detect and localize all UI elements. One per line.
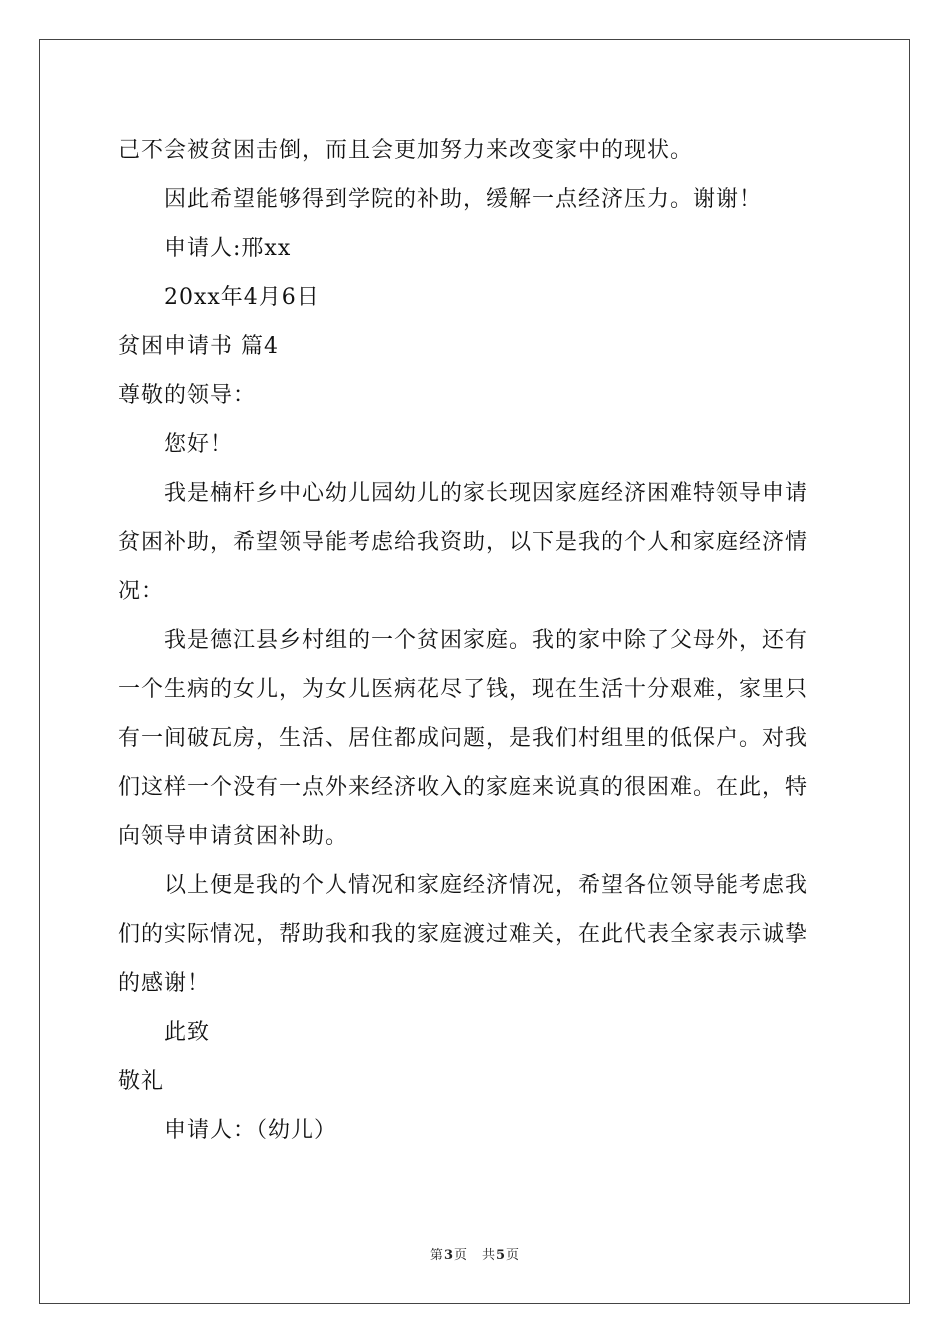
closing-line: 此致	[164, 1020, 211, 1045]
applicant-signature: 申请人：（幼儿）	[164, 1118, 338, 1143]
applicant-signature: 申请人:邢xx	[164, 236, 292, 261]
salutation: 尊敬的领导：	[118, 383, 257, 408]
date-line: 20xx年4月6日	[164, 285, 320, 310]
document-body	[118, 126, 838, 1155]
paragraph-line: 的感谢！	[118, 971, 211, 996]
paragraph-line: 向领导申请贫困补助。	[118, 824, 349, 849]
page-current: 3	[443, 1248, 454, 1263]
paragraph-line: 们的实际情况，帮助我和我的家庭渡过难关，在此代表全家表示诚挚	[118, 922, 809, 947]
paragraph-line: 有一间破瓦房，生活、居住都成问题，是我们村组里的低保户。对我	[118, 726, 809, 751]
paragraph-line: 我是德江县乡村组的一个贫困家庭。我的家中除了父母外，还有	[164, 628, 809, 653]
paragraph-line: 况：	[118, 579, 165, 604]
greeting: 您好！	[164, 432, 234, 457]
page-mid: 页 共	[453, 1248, 496, 1263]
paragraph-line: 我是楠杆乡中心幼儿园幼儿的家长现因家庭经济困难特领导申请	[164, 481, 809, 506]
page-number-footer	[0, 1244, 950, 1263]
closing-line: 敬礼	[118, 1069, 165, 1094]
page-prefix: 第	[429, 1248, 444, 1263]
section-title: 贫困申请书 篇4	[118, 334, 279, 359]
paragraph-line: 以上便是我的个人情况和家庭经济情况，希望各位领导能考虑我	[164, 873, 809, 898]
paragraph-line: 因此希望能够得到学院的补助，缓解一点经济压力。谢谢！	[164, 187, 763, 212]
paragraph-line: 贫困补助，希望领导能考虑给我资助，以下是我的个人和家庭经济情	[118, 530, 809, 555]
page-suffix: 页	[506, 1248, 521, 1263]
paragraph-line: 一个生病的女儿，为女儿医病花尽了钱，现在生活十分艰难，家里只	[118, 677, 809, 702]
paragraph-line: 们这样一个没有一点外来经济收入的家庭来说真的很困难。在此，特	[118, 775, 809, 800]
paragraph-line: 己不会被贫困击倒，而且会更加努力来改变家中的现状。	[118, 138, 694, 163]
page-total: 5	[496, 1248, 507, 1263]
